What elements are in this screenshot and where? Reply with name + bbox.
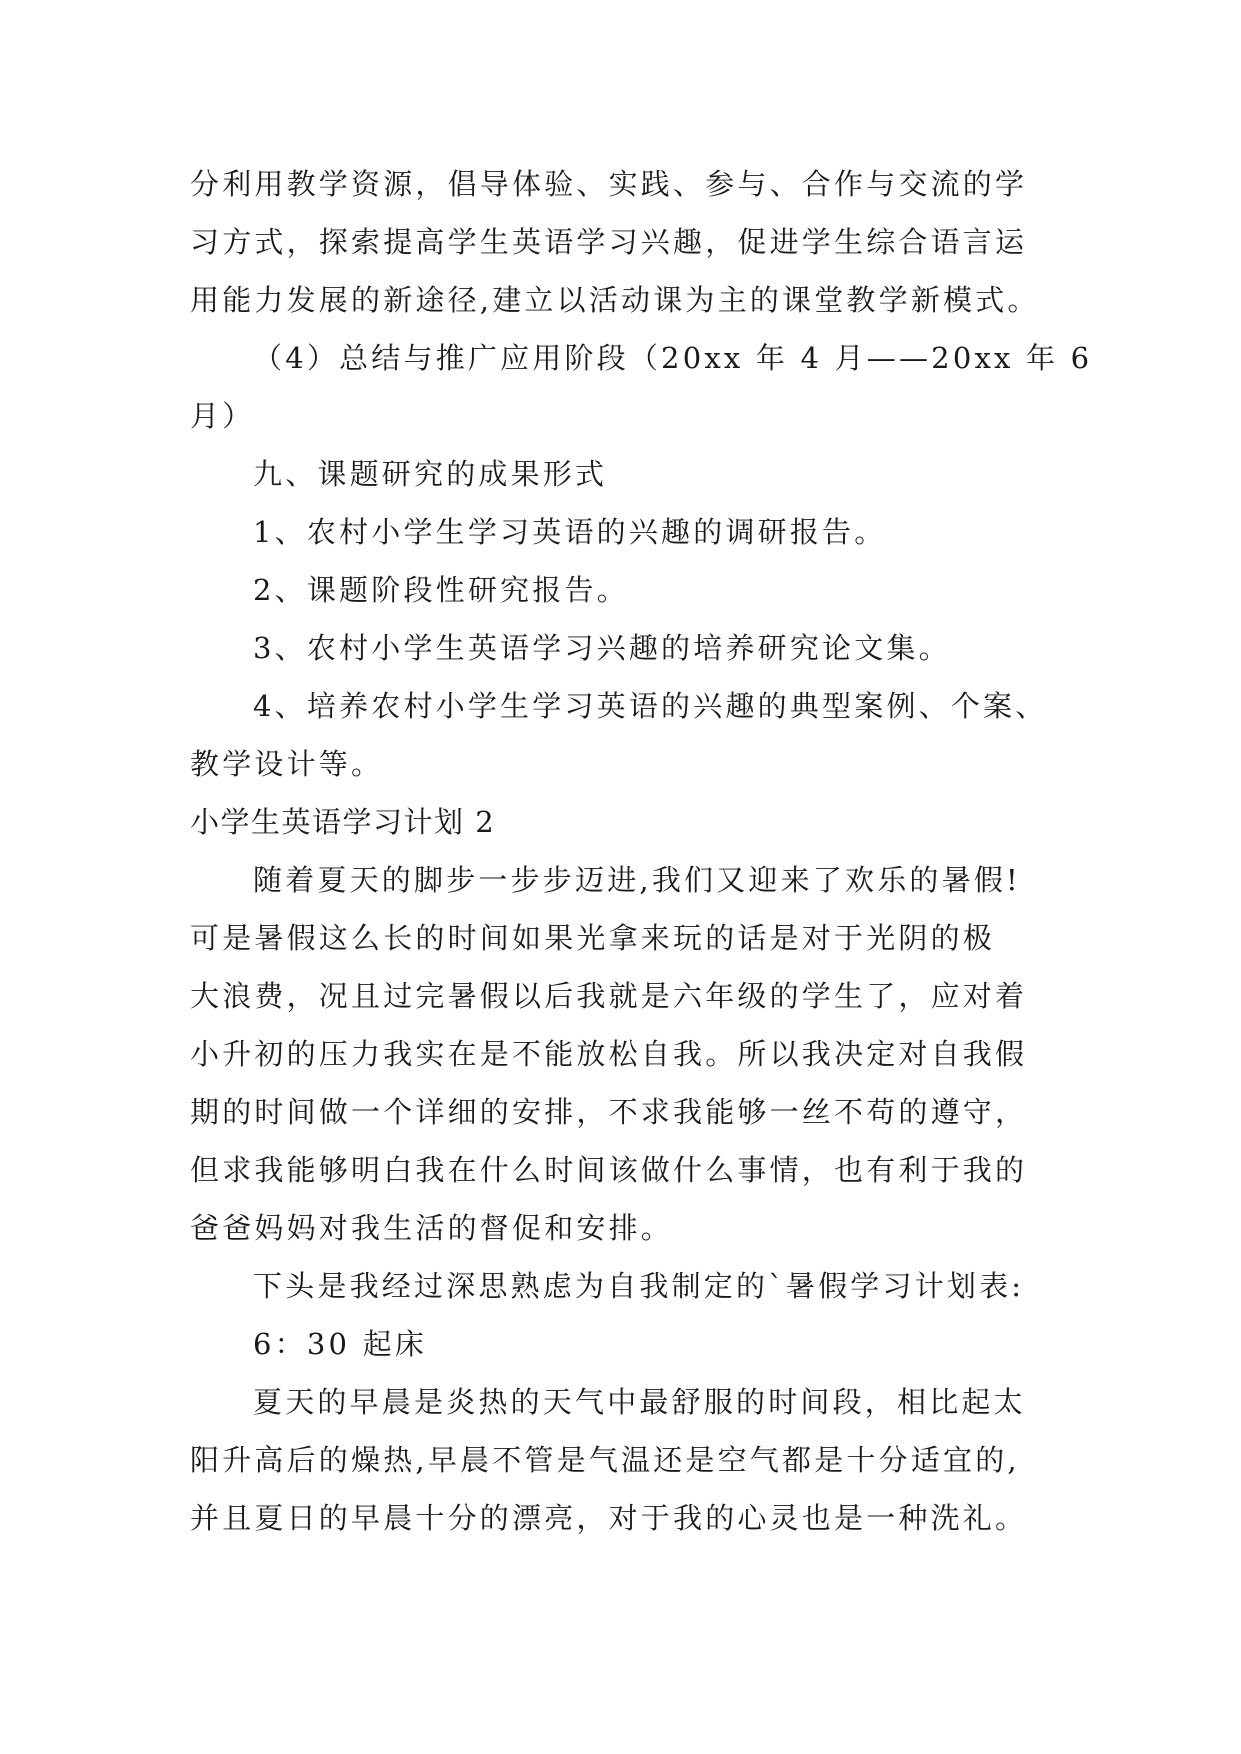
schedule-item: 6：30 起床 — [253, 1327, 427, 1361]
paragraph-line: 可是暑假这么长的时间如果光拿来玩的话是对于光阴的极 — [190, 921, 996, 955]
paragraph-line: 分利用教学资源，倡导体验、实践、参与、合作与交流的学 — [190, 167, 1028, 201]
list-item: 教学设计等。 — [190, 747, 384, 781]
paragraph-line: 期的时间做一个详细的安排，不求我能够一丝不苟的遵守， — [190, 1095, 1028, 1129]
list-item: 4、培养农村小学生学习英语的兴趣的典型案例、个案、 — [253, 689, 1048, 723]
paragraph-line: 并且夏日的早晨十分的漂亮，对于我的心灵也是一种洗礼。 — [190, 1501, 1028, 1535]
paragraph-line: 小升初的压力我实在是不能放松自我。所以我决定对自我假 — [190, 1037, 1028, 1071]
paragraph-line: 随着夏天的脚步一步步迈进,我们又迎来了欢乐的暑假! — [253, 863, 1021, 897]
paragraph-line: （4）总结与推广应用阶段（20xx 年 4 月——20xx 年 6 — [253, 341, 1093, 375]
paragraph-line: 月） — [190, 399, 255, 433]
list-item: 1、农村小学生学习英语的兴趣的调研报告。 — [253, 515, 887, 549]
list-item: 2、课题阶段性研究报告。 — [253, 573, 629, 607]
paragraph-line: 习方式，探索提高学生英语学习兴趣，促进学生综合语言运 — [190, 225, 1028, 259]
paragraph-line: 但求我能够明白我在什么时间该做什么事情，也有利于我的 — [190, 1153, 1028, 1187]
list-item: 3、农村小学生英语学习兴趣的培养研究论文集。 — [253, 631, 951, 665]
paragraph-line: 下头是我经过深思熟虑为自我制定的`暑假学习计划表: — [253, 1269, 1025, 1303]
paragraph-line: 大浪费，况且过完暑假以后我就是六年级的学生了，应对着 — [190, 979, 1028, 1013]
section-heading: 九、课题研究的成果形式 — [253, 457, 608, 491]
paragraph-line: 用能力发展的新途径,建立以活动课为主的课堂教学新模式。 — [190, 283, 1040, 317]
document-title: 小学生英语学习计划 2 — [190, 805, 496, 839]
paragraph-line: 夏天的早晨是炎热的天气中最舒服的时间段，相比起太 — [253, 1385, 1026, 1419]
paragraph-line: 阳升高后的燥热,早晨不管是气温还是空气都是十分适宜的, — [190, 1443, 1020, 1477]
paragraph-line: 爸爸妈妈对我生活的督促和安排。 — [190, 1211, 674, 1245]
